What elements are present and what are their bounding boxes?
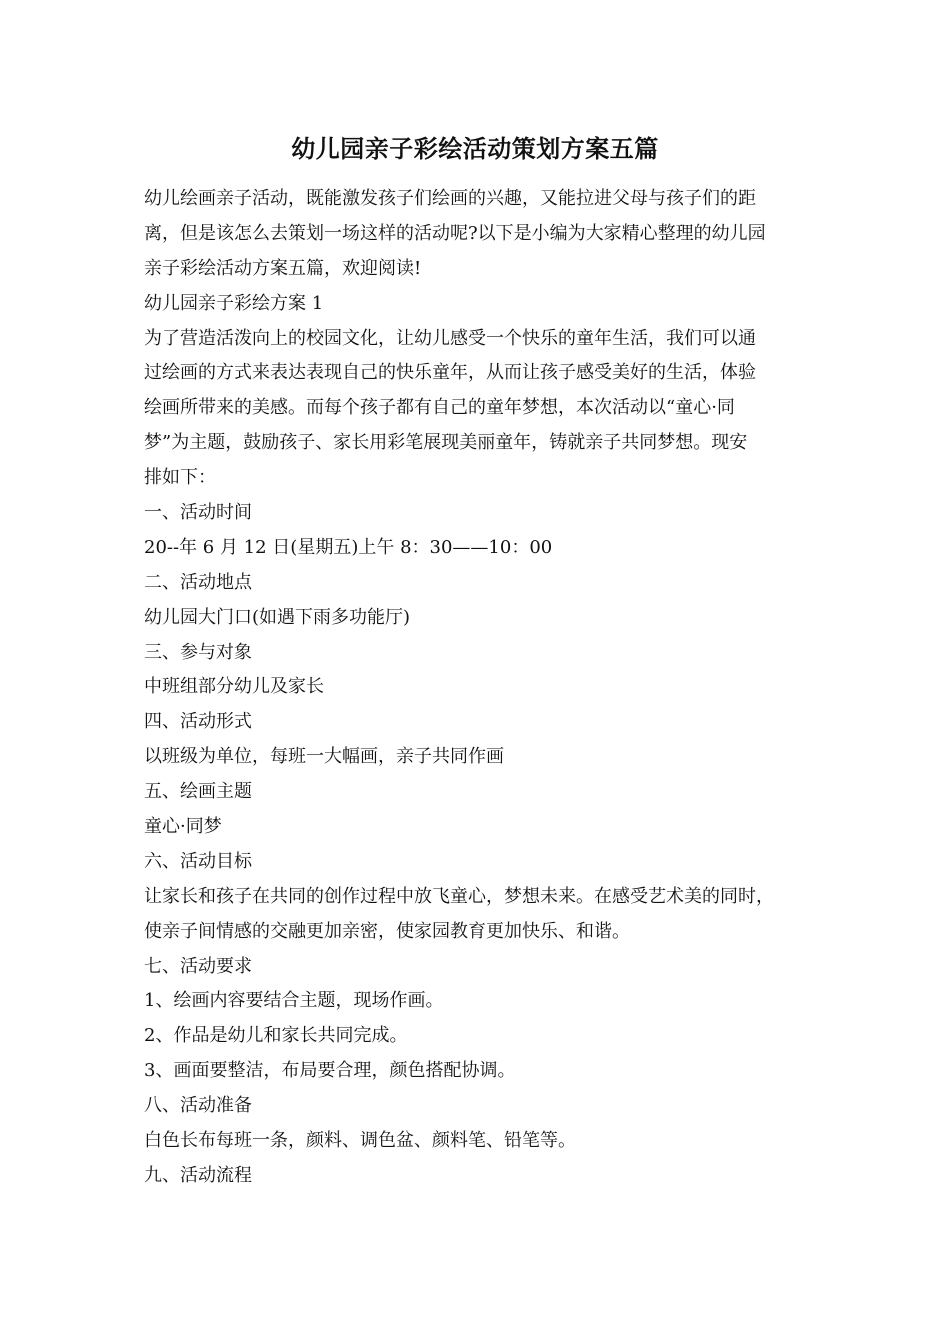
document-title: 幼儿园亲子彩绘活动策划方案五篇 [291,134,659,163]
paragraph-line: 使亲子间情感的交融更加亲密，使家园教育更加快乐、和谐。 [144,920,630,942]
paragraph-line: 幼儿绘画亲子活动，既能激发孩子们绘画的兴趣，又能拉进父母与孩子们的距 [144,188,756,209]
section-heading: 一、活动时间 [144,502,252,524]
section-heading: 六、活动目标 [144,850,252,872]
section-heading: 四、活动形式 [144,711,252,733]
section-heading: 二、活动地点 [144,571,252,593]
paragraph-line: 离，但是该怎么去策划一场这样的活动呢?以下是小编为大家精心整理的幼儿园 [144,222,766,244]
list-item: 2、作品是幼儿和家长共同完成。 [144,1025,408,1047]
document-body [144,182,824,1194]
paragraph-line: 让家长和孩子在共同的创作过程中放飞童心，梦想未来。在感受艺术美的同时， [144,885,774,907]
paragraph-line: 梦”为主题，鼓励孩子、家长用彩笔展现美丽童年，铸就亲子共同梦想。现安 [144,432,748,454]
section-heading: 九、活动流程 [144,1164,252,1186]
paragraph-line: 中班组部分幼儿及家长 [144,676,324,698]
section-heading: 七、活动要求 [144,955,252,977]
section-heading: 五、绘画主题 [144,781,252,803]
paragraph-line: 绘画所带来的美感。而每个孩子都有自己的童年梦想，本次活动以“童心·同 [144,397,735,419]
paragraph-line: 为了营造活泼向上的校园文化，让幼儿感受一个快乐的童年生活，我们可以通 [144,327,756,349]
section-heading: 八、活动准备 [144,1095,252,1117]
paragraph-line: 白色长布每班一条，颜料、调色盆、颜料笔、铅笔等。 [144,1130,576,1152]
list-item: 3、画面要整洁，布局要合理，颜色搭配协调。 [144,1060,516,1082]
section-heading: 幼儿园亲子彩绘方案 1 [144,292,324,314]
paragraph-line: 以班级为单位，每班一大幅画，亲子共同作画 [144,746,504,768]
section-heading: 三、参与对象 [144,641,252,663]
paragraph-line: 幼儿园大门口(如遇下雨多功能厅) [144,606,411,628]
paragraph-line: 过绘画的方式来表达表现自己的快乐童年，从而让孩子感受美好的生活，体验 [144,362,756,384]
paragraph-line: 童心·同梦 [144,816,222,838]
list-item: 1、绘画内容要结合主题，现场作画。 [144,990,444,1012]
paragraph-line: 亲子彩绘活动方案五篇，欢迎阅读! [144,257,422,279]
paragraph-line: 20--年 6 月 12 日(星期五)上午 8：30——10：00 [144,536,553,558]
paragraph-line: 排如下： [144,467,216,489]
